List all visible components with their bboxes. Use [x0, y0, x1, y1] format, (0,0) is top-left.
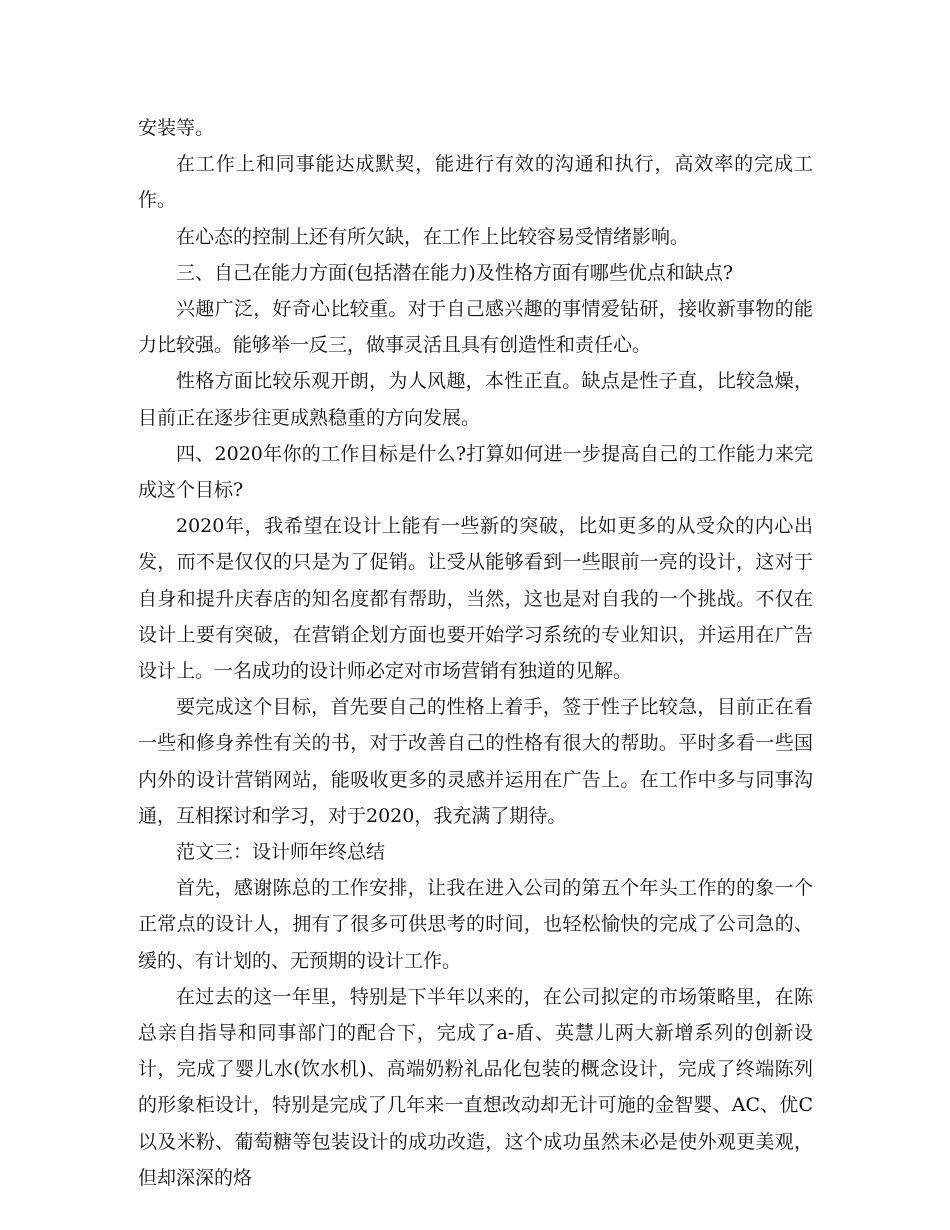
paragraph-continuation: 安装等。	[138, 117, 215, 139]
paragraph: 首先，感谢陈总的工作安排，让我在进入公司的第五个年头工作的的象一个正常点的设计人，拥有了很多可供思考的时间，也轻松愉快的完成了公司急的、缓的、有计划的、无预期的设计工作。	[138, 877, 813, 972]
paragraph: 性格方面比较乐观开朗，为人风趣，本性正直。缺点是性子直，比较急燥，目前正在逐步往更成熟稳重的方向发展。	[138, 370, 813, 429]
paragraph: 兴趣广泛，好奇心比较重。对于自己感兴趣的事情爱钻研，接收新事物的能力比较强。能够举一反三，做事灵活且具有创造性和责任心。	[138, 298, 813, 357]
paragraph: 在过去的这一年里，特别是下半年以来的，在公司拟定的市场策略里，在陈总亲自指导和同事部门的配合下，完成了a-盾、英慧儿两大新增系列的创新设计，完成了婴儿水(饮水机)、高端奶粉礼品化包装的概念设计，完成了终端陈列的形象柜设计，特别是完成了几年来一直想改动却无计可施的金智婴、AC、优C以及米粉、葡萄糖等包装设计的成功改造，这个成功虽然未必是使外观更美观，但却深深的烙	[138, 985, 813, 1189]
paragraph: 在心态的控制上还有所欠缺，在工作上比较容易受情绪影响。	[176, 225, 690, 248]
document-body	[138, 110, 813, 1196]
section-heading-3: 三、自己在能力方面(包括潜在能力)及性格方面有哪些优点和缺点?	[176, 261, 734, 284]
paragraph: 2020年，我希望在设计上能有一些新的突破，比如更多的从受众的内心出发，而不是仅仅的只是为了促销。让受从能够看到一些眼前一亮的设计，这对于自身和提升庆春店的知名度都有帮助，当然，这也是对自我的一个挑战。不仅在设计上要有突破，在营销企划方面也要开始学习系统的专业知识，并运用在广告设计上。一名成功的设计师必定对市场营销有独道的见解。	[138, 515, 813, 683]
paragraph: 在工作上和同事能达成默契，能进行有效的沟通和执行，高效率的完成工作。	[138, 153, 813, 212]
paragraph: 要完成这个目标，首先要自己的性格上着手，签于性子比较急，目前正在看一些和修身养性有关的书，对于改善自己的性格有很大的帮助。平时多看一些国内外的设计营销网站，能吸收更多的灵感并运用在广告上。在工作中多与同事沟通，互相探讨和学习，对于2020，我充满了期待。	[138, 696, 813, 827]
section-heading-4: 四、2020年你的工作目标是什么?打算如何进一步提高自己的工作能力来完成这个目标?	[138, 442, 813, 502]
sample-title: 范文三：设计师年终总结	[176, 841, 386, 864]
